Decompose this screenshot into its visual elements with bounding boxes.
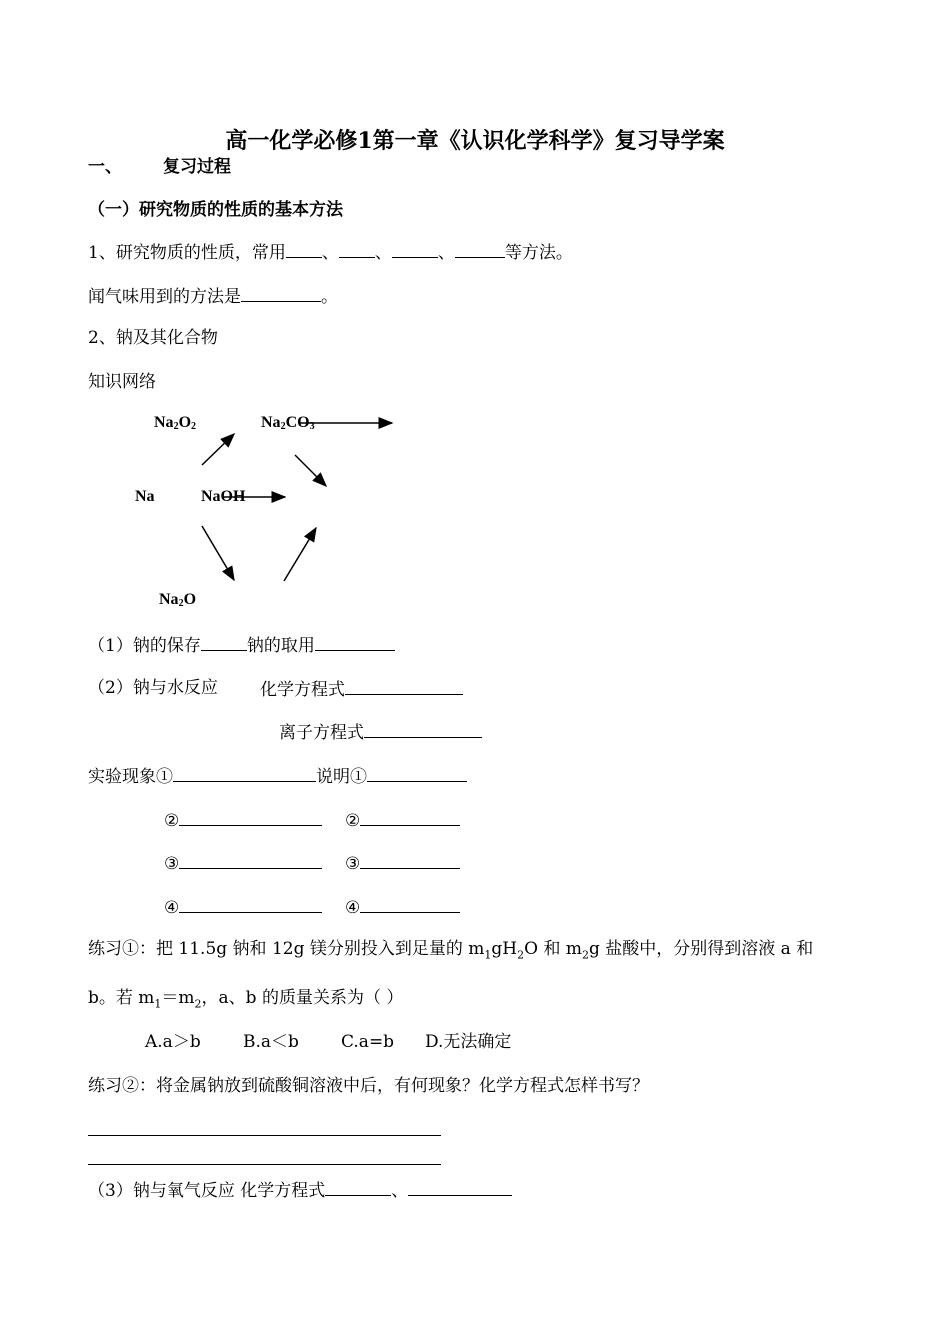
formula-na2o2: $Na_2O_2$ [154, 414, 197, 432]
practice-1-text: ，a、b 的质量关系为（ ） [201, 988, 404, 1008]
answer-blank[interactable] [345, 677, 463, 695]
question-1b-prefix: 闻气味用到的方法是 [88, 287, 241, 307]
circle-mark: ③ [345, 854, 361, 874]
answer-line[interactable] [88, 1164, 441, 1165]
circle-mark: ③ [164, 854, 180, 874]
option-c[interactable]: C.a=b [341, 1032, 395, 1052]
item-1-storage: （1）钠的保存 [88, 636, 201, 656]
separator: 、 [321, 243, 339, 263]
item-2-equation [260, 677, 463, 701]
formula-naoh: NaOH [201, 488, 246, 505]
answer-blank[interactable] [201, 633, 247, 651]
item-3 [88, 1178, 512, 1202]
circle-mark: ② [164, 811, 180, 831]
answer-blank[interactable] [408, 1178, 512, 1196]
chemical-equation-label: 化学方程式 [260, 680, 345, 700]
formula-na2co3: $Na_2CO_3$ [261, 414, 315, 432]
experiment-row-3 [164, 851, 322, 875]
answer-line[interactable] [88, 1135, 441, 1136]
option-b[interactable]: B.a＜b [243, 1032, 299, 1052]
question-2: 2、钠及其化合物 [88, 328, 218, 348]
option-a[interactable]: A.a＞b [145, 1032, 201, 1052]
answer-blank[interactable] [179, 851, 322, 869]
separator: 、 [391, 1181, 409, 1201]
answer-blank[interactable] [179, 895, 322, 913]
experiment-label: 实验现象① [88, 767, 173, 787]
experiment-row-1 [88, 764, 467, 788]
explain-row-3 [345, 851, 460, 875]
explain-row-4 [345, 895, 460, 919]
practice-1-text: O 和 m [524, 939, 582, 959]
answer-blank[interactable] [360, 808, 460, 826]
section-number: 一、 [88, 157, 122, 177]
practice-1-text: 练习①：把 11.5g 钠和 12g 镁分别投入到足量的 m [88, 939, 485, 959]
ionic-equation-label: 离子方程式 [279, 723, 364, 743]
item-1-takeout: 钠的取用 [246, 636, 315, 656]
answer-blank[interactable] [179, 808, 322, 826]
experiment-row-4 [164, 895, 322, 919]
explain-label: 说明① [316, 767, 367, 787]
practice-1-text: g 盐酸中，分别得到溶液 a 和 [588, 939, 814, 959]
arrow-na-to-na2o [202, 526, 234, 580]
separator: 、 [374, 243, 392, 263]
practice-1-line-1 [88, 938, 813, 966]
answer-blank[interactable] [360, 895, 460, 913]
subscript: 2 [581, 948, 589, 962]
circle-mark: ④ [164, 898, 180, 918]
answer-blank[interactable] [364, 720, 482, 738]
option-d[interactable]: D.无法确定 [425, 1032, 512, 1052]
subscript: 1 [484, 948, 492, 962]
arrow-na2co3-down [295, 455, 326, 486]
answer-blank[interactable] [173, 764, 316, 782]
practice-1-text: b。若 m [88, 988, 155, 1008]
answer-blank[interactable] [325, 1178, 391, 1196]
circle-mark: ② [345, 811, 361, 831]
question-1b-suffix: 。 [321, 287, 338, 307]
answer-blank[interactable] [367, 764, 467, 782]
question-1-prefix: 1、研究物质的性质，常用 [88, 243, 286, 263]
item-3-label: （3）钠与氧气反应 化学方程式 [88, 1181, 326, 1201]
item-1 [88, 633, 395, 657]
subscript: 1 [154, 997, 162, 1011]
arrow-na2o-up [284, 528, 316, 581]
formula-na: Na [135, 488, 155, 505]
answer-blank[interactable] [315, 633, 395, 651]
practice-1-text: ＝m [161, 988, 195, 1008]
circle-mark: ④ [345, 898, 361, 918]
experiment-row-2 [164, 808, 322, 832]
subsection-heading: （一）研究物质的性质的基本方法 [88, 200, 343, 220]
arrow-na-to-na2o2 [202, 434, 234, 465]
separator: 、 [437, 243, 455, 263]
answer-blank[interactable] [360, 851, 460, 869]
page-title: 高一化学必修1第一章《认识化学科学》复习导学案 [225, 128, 725, 154]
item-2-label: （2）钠与水反应 [88, 678, 218, 698]
explain-row-2 [345, 808, 460, 832]
item-2-ionic [279, 720, 482, 744]
practice-2-text: 练习②：将金属钠放到硫酸铜溶液中后，有何现象？化学方程式怎样书写？ [88, 1076, 649, 1096]
formula-na2o: $Na_2O$ [159, 591, 197, 609]
practice-1-line-2 [88, 987, 403, 1015]
practice-1-text: gH [491, 939, 518, 959]
subscript: 2 [194, 997, 202, 1011]
network-label: 知识网络 [88, 372, 156, 392]
question-1-suffix: 等方法。 [504, 243, 573, 263]
section-heading: 复习过程 [163, 157, 231, 177]
subscript: 2 [517, 948, 525, 962]
